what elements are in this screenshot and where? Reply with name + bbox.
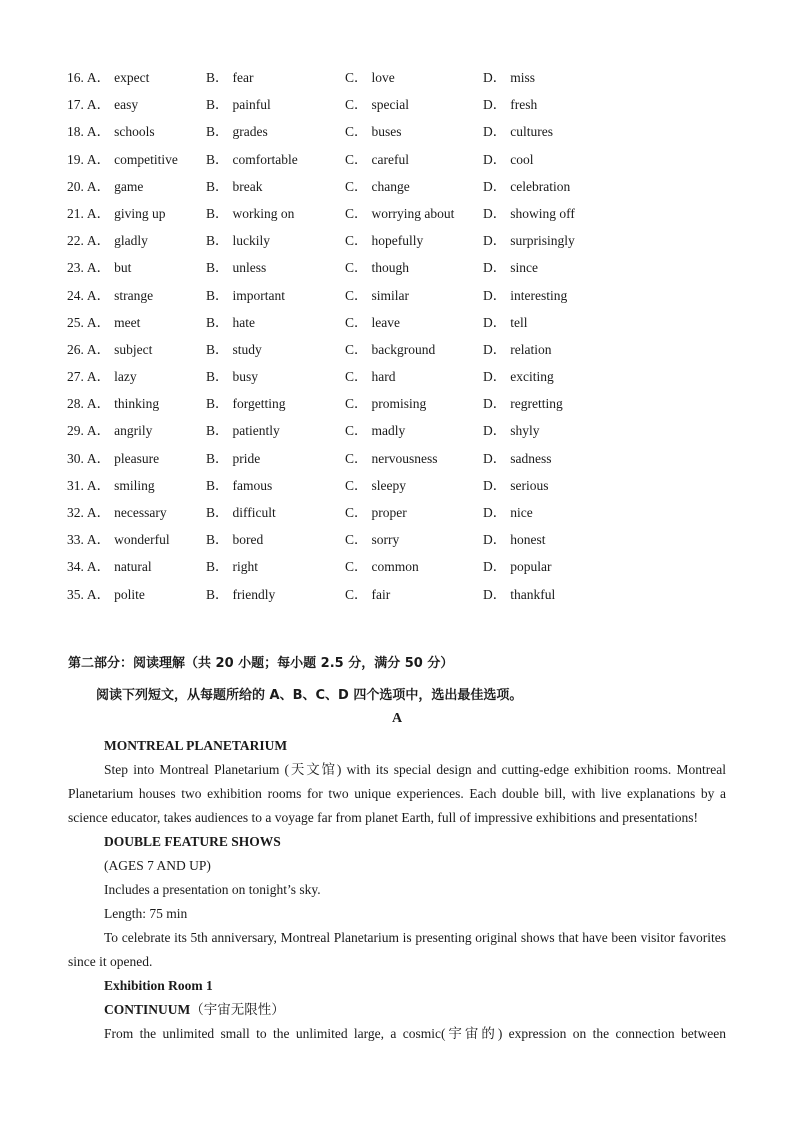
- question-row: [67, 553, 667, 580]
- option-letter: A．: [86, 205, 111, 221]
- option-text: since: [510, 260, 538, 276]
- option-b: [206, 64, 345, 91]
- option-b: [206, 118, 345, 145]
- option-text: unless: [232, 260, 267, 276]
- option-letter: C．: [345, 260, 368, 276]
- option-letter: D．: [483, 70, 507, 85]
- option-text: miss: [510, 70, 536, 85]
- option-a: [67, 553, 206, 580]
- option-d: [483, 91, 603, 118]
- section-heading: 第二部分：阅读理解（共 20 小题；每小题 2.5 分，满分 50 分）: [68, 656, 454, 671]
- question-number: 18.: [67, 124, 84, 140]
- option-letter: B．: [206, 178, 229, 194]
- option-d: [483, 472, 603, 499]
- option-letter: C．: [345, 477, 368, 493]
- question-number: 23.: [67, 260, 84, 276]
- option-letter: B．: [206, 314, 229, 330]
- option-letter: D．: [483, 97, 507, 113]
- question-row: [67, 390, 667, 417]
- option-letter: A．: [86, 396, 111, 412]
- option-d: [483, 499, 603, 526]
- option-text: leave: [371, 314, 400, 330]
- option-a: [67, 254, 206, 281]
- option-letter: D．: [483, 369, 507, 385]
- option-text: cool: [510, 151, 534, 167]
- option-text: lazy: [114, 369, 137, 385]
- option-d: [483, 118, 603, 145]
- question-row: [67, 472, 667, 499]
- option-letter: D．: [483, 477, 507, 493]
- option-letter: A．: [86, 369, 111, 385]
- option-text: meet: [114, 314, 141, 330]
- option-text: difficult: [232, 505, 276, 520]
- option-b: [206, 309, 345, 336]
- question-row: [67, 64, 667, 91]
- option-d: [483, 390, 603, 417]
- option-b: [206, 553, 345, 580]
- option-text: working on: [232, 205, 295, 221]
- option-text: giving up: [114, 205, 166, 221]
- option-text: shyly: [510, 423, 540, 439]
- option-text: study: [232, 341, 262, 357]
- option-a: [67, 390, 206, 417]
- option-a: [67, 200, 206, 227]
- option-letter: D．: [483, 178, 507, 194]
- question-row: [67, 581, 667, 608]
- question-number: 28.: [67, 396, 84, 412]
- option-a: [67, 472, 206, 499]
- option-letter: B．: [206, 151, 229, 167]
- continuum-text: From the unlimited small to the unlimited large, a cosmic(宇宙的) expression on the connection between: [104, 1026, 726, 1041]
- option-text: hate: [232, 314, 256, 330]
- question-row: [67, 417, 667, 444]
- option-letter: C．: [345, 97, 368, 113]
- option-text: sorry: [371, 532, 400, 548]
- option-text: special: [371, 97, 409, 113]
- option-b: [206, 390, 345, 417]
- option-letter: C．: [345, 505, 368, 520]
- passage-intro-text: Step into Montreal Planetarium (天文馆) with its special design and cutting-edge exhibition rooms. Montreal Planetarium houses two exhibition rooms for two unique experiences. Each double bill, with live explanations by a science educator, takes audiences to a voyage far from planet Earth, full of impressive exhibitions and presentations!: [68, 762, 726, 825]
- double-feature-heading: DOUBLE FEATURE SHOWS: [104, 834, 281, 849]
- option-letter: D．: [483, 233, 507, 249]
- option-letter: D．: [483, 423, 507, 439]
- option-text: pride: [232, 450, 261, 466]
- continuum-heading: [68, 998, 726, 1022]
- option-letter: D．: [483, 559, 507, 575]
- option-text: competitive: [114, 151, 178, 167]
- option-d: [483, 309, 603, 336]
- option-a: [67, 309, 206, 336]
- question-row: [67, 146, 667, 173]
- option-letter: A．: [86, 124, 111, 140]
- option-text: natural: [114, 559, 152, 575]
- option-letter: B．: [206, 396, 229, 412]
- question-row: [67, 336, 667, 363]
- option-b: [206, 200, 345, 227]
- question-number: 26.: [67, 341, 84, 357]
- option-text: nice: [510, 505, 533, 520]
- option-d: [483, 417, 603, 444]
- option-c: [345, 526, 483, 553]
- option-letter: A．: [86, 532, 111, 548]
- option-text: honest: [510, 532, 546, 548]
- option-text: friendly: [232, 586, 276, 602]
- option-letter: C．: [345, 205, 368, 221]
- option-c: [345, 200, 483, 227]
- option-letter: A．: [86, 423, 111, 439]
- option-a: [67, 336, 206, 363]
- option-letter: B．: [206, 97, 229, 113]
- option-letter: C．: [345, 423, 368, 439]
- option-letter: B．: [206, 260, 229, 276]
- option-c: [345, 390, 483, 417]
- option-b: [206, 445, 345, 472]
- option-b: [206, 363, 345, 390]
- option-text: grades: [232, 124, 268, 140]
- length-note: Length: 75 min: [104, 906, 188, 921]
- option-text: right: [232, 559, 259, 575]
- anniversary-text: To celebrate its 5th anniversary, Montreal Planetarium is presenting original shows that have been visitor favorites since it opened.: [68, 930, 726, 969]
- option-a: [67, 526, 206, 553]
- option-letter: C．: [345, 559, 368, 575]
- option-text: sleepy: [371, 477, 407, 493]
- question-number: 31.: [67, 477, 84, 493]
- option-text: relation: [510, 341, 552, 357]
- option-letter: A．: [86, 260, 111, 276]
- question-number: 24.: [67, 287, 84, 303]
- option-c: [345, 336, 483, 363]
- option-a: [67, 445, 206, 472]
- question-row: [67, 254, 667, 281]
- option-text: background: [371, 341, 436, 357]
- question-row: [67, 91, 667, 118]
- option-letter: C．: [345, 151, 368, 167]
- option-text: subject: [114, 341, 153, 357]
- option-d: [483, 254, 603, 281]
- passage-intro: [68, 758, 726, 830]
- option-text: love: [371, 70, 395, 85]
- option-text: comfortable: [232, 151, 298, 167]
- option-text: celebration: [510, 178, 571, 194]
- question-row: [67, 227, 667, 254]
- question-number: 17.: [67, 97, 84, 113]
- option-text: buses: [371, 124, 402, 140]
- option-d: [483, 363, 603, 390]
- question-number: 34.: [67, 559, 84, 575]
- option-b: [206, 254, 345, 281]
- option-b: [206, 227, 345, 254]
- question-row: [67, 118, 667, 145]
- question-number: 19.: [67, 151, 84, 167]
- option-letter: C．: [345, 341, 368, 357]
- option-a: [67, 146, 206, 173]
- option-letter: B．: [206, 341, 229, 357]
- option-letter: A．: [86, 97, 111, 113]
- option-text: change: [371, 178, 410, 194]
- option-c: [345, 363, 483, 390]
- anniversary-paragraph: [68, 926, 726, 974]
- question-number: 25.: [67, 314, 84, 330]
- option-letter: B．: [206, 477, 229, 493]
- option-text: fair: [371, 586, 391, 602]
- option-letter: C．: [345, 124, 368, 140]
- option-letter: B．: [206, 505, 229, 520]
- option-text: popular: [510, 559, 552, 575]
- option-a: [67, 173, 206, 200]
- option-text: nervousness: [371, 450, 438, 466]
- option-text: tell: [510, 314, 528, 330]
- question-row: [67, 309, 667, 336]
- option-text: busy: [232, 369, 259, 385]
- option-d: [483, 581, 603, 608]
- question-number: 32.: [67, 505, 84, 520]
- option-b: [206, 472, 345, 499]
- option-c: [345, 499, 483, 526]
- option-letter: C．: [345, 314, 368, 330]
- option-c: [345, 227, 483, 254]
- option-d: [483, 227, 603, 254]
- option-letter: D．: [483, 151, 507, 167]
- option-letter: A．: [86, 341, 111, 357]
- question-number: 27.: [67, 369, 84, 385]
- option-text: painful: [232, 97, 271, 113]
- option-text: forgetting: [232, 396, 286, 412]
- option-text: sadness: [510, 450, 552, 466]
- option-text: necessary: [114, 505, 167, 520]
- option-letter: C．: [345, 369, 368, 385]
- option-c: [345, 282, 483, 309]
- option-letter: A．: [86, 586, 111, 602]
- question-row: [67, 499, 667, 526]
- option-text: hard: [371, 369, 396, 385]
- option-d: [483, 200, 603, 227]
- option-letter: A．: [86, 559, 111, 575]
- option-text: game: [114, 178, 144, 194]
- option-letter: B．: [206, 124, 229, 140]
- option-text: gladly: [114, 233, 148, 249]
- option-letter: B．: [206, 287, 229, 303]
- option-text: regretting: [510, 396, 563, 412]
- option-text: worrying about: [371, 205, 455, 221]
- option-d: [483, 173, 603, 200]
- option-letter: B．: [206, 450, 229, 466]
- question-number: 29.: [67, 423, 84, 439]
- option-letter: A．: [86, 505, 111, 520]
- passage-title: MONTREAL PLANETARIUM: [104, 738, 288, 753]
- option-text: important: [232, 287, 286, 303]
- option-text: cultures: [510, 124, 553, 140]
- option-letter: A．: [86, 233, 111, 249]
- cloze-options-table: [67, 64, 667, 608]
- option-text: expect: [114, 70, 150, 85]
- question-row: [67, 363, 667, 390]
- ages-note: (AGES 7 AND UP): [104, 858, 211, 873]
- option-letter: C．: [345, 586, 368, 602]
- option-text: madly: [371, 423, 406, 439]
- option-letter: D．: [483, 586, 507, 602]
- option-b: [206, 91, 345, 118]
- question-row: [67, 445, 667, 472]
- option-letter: B．: [206, 559, 229, 575]
- option-c: [345, 64, 483, 91]
- option-text: thankful: [510, 586, 556, 602]
- option-text: polite: [114, 586, 145, 602]
- option-letter: A．: [86, 314, 111, 330]
- option-text: angrily: [114, 423, 153, 439]
- option-a: [67, 64, 206, 91]
- continuum-cn: （宇宙无限性）: [190, 1002, 285, 1017]
- option-text: smiling: [114, 477, 155, 493]
- option-text: though: [371, 260, 410, 276]
- question-row: [67, 526, 667, 553]
- question-number: 20.: [67, 178, 84, 194]
- option-letter: A．: [86, 178, 111, 194]
- option-letter: B．: [206, 369, 229, 385]
- option-text: pleasure: [114, 450, 160, 466]
- option-text: break: [232, 178, 263, 194]
- option-c: [345, 91, 483, 118]
- option-letter: D．: [483, 450, 507, 466]
- option-a: [67, 417, 206, 444]
- option-b: [206, 499, 345, 526]
- option-d: [483, 64, 603, 91]
- option-letter: D．: [483, 260, 507, 276]
- question-row: [67, 173, 667, 200]
- option-letter: B．: [206, 70, 229, 85]
- option-c: [345, 581, 483, 608]
- option-text: but: [114, 260, 132, 276]
- option-text: wonderful: [114, 532, 170, 548]
- option-c: [345, 309, 483, 336]
- option-text: careful: [371, 151, 409, 167]
- option-letter: A．: [86, 287, 111, 303]
- option-letter: D．: [483, 532, 507, 548]
- option-letter: A．: [86, 450, 111, 466]
- option-c: [345, 417, 483, 444]
- option-letter: D．: [483, 505, 507, 520]
- option-text: common: [371, 559, 419, 575]
- option-letter: B．: [206, 205, 229, 221]
- option-c: [345, 472, 483, 499]
- option-text: famous: [232, 477, 273, 493]
- option-letter: A．: [86, 151, 111, 167]
- option-letter: B．: [206, 532, 229, 548]
- option-text: patiently: [232, 423, 280, 439]
- option-letter: C．: [345, 70, 368, 85]
- option-text: exciting: [510, 369, 554, 385]
- option-text: thinking: [114, 396, 160, 412]
- option-letter: D．: [483, 124, 507, 140]
- question-number: 30.: [67, 450, 84, 466]
- option-text: strange: [114, 287, 154, 303]
- continuum-title: CONTINUUM: [104, 1002, 191, 1017]
- option-text: similar: [371, 287, 410, 303]
- question-number: 16.: [67, 70, 84, 85]
- option-letter: D．: [483, 205, 507, 221]
- option-c: [345, 445, 483, 472]
- option-letter: D．: [483, 287, 507, 303]
- option-a: [67, 363, 206, 390]
- option-letter: B．: [206, 586, 229, 602]
- question-number: 22.: [67, 233, 84, 249]
- option-text: schools: [114, 124, 155, 140]
- option-a: [67, 282, 206, 309]
- passage-body: [68, 734, 726, 1046]
- option-letter: C．: [345, 178, 368, 194]
- passage-label: A: [391, 711, 403, 726]
- option-d: [483, 445, 603, 472]
- includes-note: Includes a presentation on tonight’s sky.: [104, 882, 321, 897]
- option-letter: A．: [86, 70, 111, 85]
- option-text: luckily: [232, 233, 271, 249]
- option-text: bored: [232, 532, 264, 548]
- option-c: [345, 118, 483, 145]
- option-text: surprisingly: [510, 233, 575, 249]
- option-b: [206, 417, 345, 444]
- question-number: 35.: [67, 586, 84, 602]
- option-letter: D．: [483, 341, 507, 357]
- option-d: [483, 553, 603, 580]
- option-d: [483, 282, 603, 309]
- option-b: [206, 526, 345, 553]
- option-c: [345, 146, 483, 173]
- section-instructions: 阅读下列短文，从每题所给的 A、B、C、D 四个选项中，选出最佳选项。: [96, 688, 523, 703]
- option-b: [206, 146, 345, 173]
- option-a: [67, 499, 206, 526]
- question-number: 33.: [67, 532, 84, 548]
- option-text: easy: [114, 97, 139, 113]
- option-d: [483, 336, 603, 363]
- option-text: promising: [371, 396, 427, 412]
- option-c: [345, 173, 483, 200]
- option-letter: D．: [483, 396, 507, 412]
- option-text: proper: [371, 505, 407, 520]
- option-a: [67, 227, 206, 254]
- exhibition-room-1-heading: Exhibition Room 1: [104, 978, 213, 993]
- option-letter: A．: [86, 477, 111, 493]
- option-d: [483, 146, 603, 173]
- option-b: [206, 336, 345, 363]
- option-c: [345, 553, 483, 580]
- option-letter: B．: [206, 423, 229, 439]
- option-letter: B．: [206, 233, 229, 249]
- question-row: [67, 282, 667, 309]
- option-text: interesting: [510, 287, 568, 303]
- option-b: [206, 581, 345, 608]
- option-b: [206, 282, 345, 309]
- option-c: [345, 254, 483, 281]
- option-letter: C．: [345, 450, 368, 466]
- option-text: serious: [510, 477, 549, 493]
- option-letter: C．: [345, 396, 368, 412]
- option-letter: C．: [345, 287, 368, 303]
- option-a: [67, 581, 206, 608]
- option-a: [67, 118, 206, 145]
- option-letter: D．: [483, 314, 507, 330]
- option-letter: C．: [345, 233, 368, 249]
- option-b: [206, 173, 345, 200]
- option-text: fresh: [510, 97, 538, 113]
- option-a: [67, 91, 206, 118]
- question-number: 21.: [67, 205, 84, 221]
- option-text: showing off: [510, 205, 575, 221]
- question-row: [67, 200, 667, 227]
- option-d: [483, 526, 603, 553]
- option-text: hopefully: [371, 233, 424, 249]
- option-text: fear: [232, 70, 254, 85]
- option-letter: C．: [345, 532, 368, 548]
